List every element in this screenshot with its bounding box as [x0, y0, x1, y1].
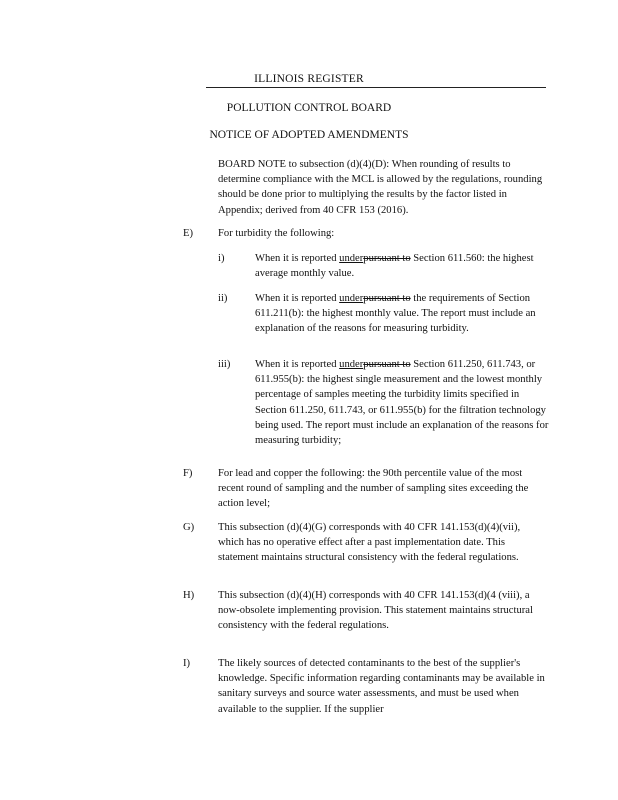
- board-name: POLLUTION CONTROL BOARD: [226, 102, 392, 114]
- item-e-iii-deleted: pursuant to: [363, 359, 411, 370]
- item-h-text: This subsection (d)(4)(H) corresponds with 40 CFR 141.153(d)(4 (viii), a now-obsolete implementing provision. This statement maintains structural consistency with the federal regulations.: [218, 590, 533, 632]
- item-e-i-inserted: under: [339, 253, 364, 264]
- item-e-i-label: i): [218, 253, 225, 264]
- item-g-text: This subsection (d)(4)(G) corresponds with 40 CFR 141.153(d)(4)(vii), which has no operative effect after a past implementation date. This statement maintains structural consistency with the federal regulations.: [218, 522, 521, 564]
- item-e-i-post: Section 611.560: the highest average monthly value.: [255, 253, 534, 280]
- item-e-label: E): [183, 228, 193, 239]
- item-e-i-text: [255, 251, 549, 281]
- item-e-ii-label: ii): [218, 293, 228, 304]
- item-e-i-pre: When it is reported: [255, 253, 340, 264]
- register-title: ILLINOIS REGISTER: [254, 73, 364, 85]
- item-e-i-deleted: pursuant to: [363, 253, 411, 264]
- item-i-text: The likely sources of detected contaminants to the best of the supplier's knowledge. Specific information regarding contaminants may be available in sanitary surveys and source water assessments, and must be used when available to the supplier. If the supplier: [218, 658, 545, 715]
- notice-title: NOTICE OF ADOPTED AMENDMENTS: [209, 129, 409, 141]
- item-i-label: I): [183, 658, 191, 669]
- item-e-ii-deleted: pursuant to: [363, 293, 411, 304]
- item-h-label: H): [183, 590, 195, 601]
- item-e-text: For turbidity the following:: [218, 228, 335, 239]
- item-e-ii-text: [255, 291, 549, 337]
- header-rule: [206, 87, 546, 88]
- item-f-label: F): [183, 468, 193, 479]
- item-e-ii-pre: When it is reported: [255, 293, 340, 304]
- item-e-iii-post: Section 611.250, 611.743, or 611.955(b): the highest single measurement and the lowest monthly percentage of samples meeting the turbidity limits specified in Section 611.250, 611.743, or 611.955(b) for the filtration technology being used. The report must include an explanation of the reasons for measuring turbidity;: [255, 359, 549, 447]
- item-e-ii-post: the requirements of Section 611.211(b): the highest monthly value. The report must include an explanation of the reasons for measuring turbidity.: [255, 293, 536, 335]
- item-e-iii-label: iii): [218, 359, 231, 370]
- item-f-text: For lead and copper the following: the 90th percentile value of the most recent round of sampling and the number of sampling sites exceeding the action level;: [218, 468, 529, 510]
- board-note: BOARD NOTE to subsection (d)(4)(D): When rounding of results to determine compliance with the MCL is allowed by the regulations, rounding should be done prior to multiplying the results by the factor listed in Appendix; derived from 40 CFR 153 (2016).: [218, 159, 543, 216]
- item-e-iii-text: [255, 357, 549, 448]
- item-g-label: G): [183, 522, 195, 533]
- item-e-ii-inserted: under: [339, 293, 364, 304]
- item-e-iii-pre: When it is reported: [255, 359, 340, 370]
- item-e-iii-inserted: under: [339, 359, 364, 370]
